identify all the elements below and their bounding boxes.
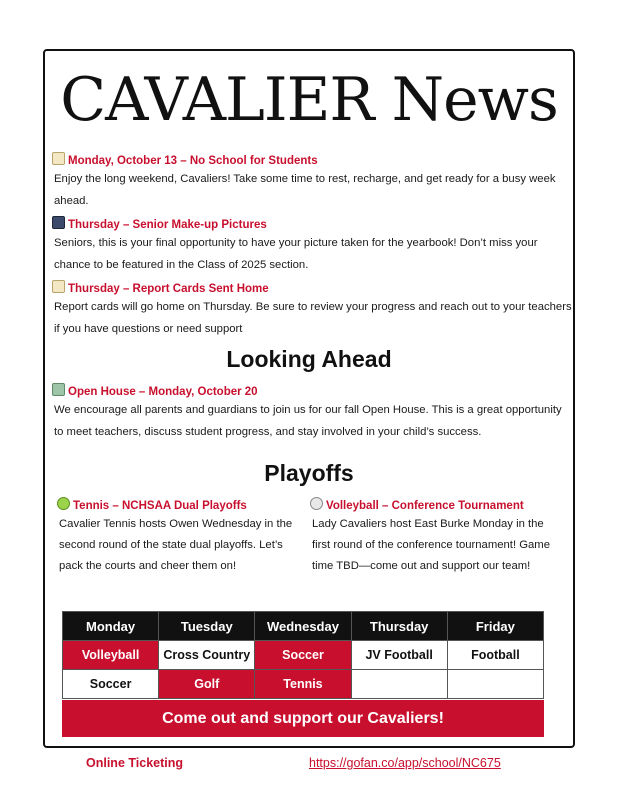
announcement-body: We encourage all parents and guardians to join us for our fall Open House. This is a great opportunity to meet teachers, discuss student progress, and stay involved in your child’s success. [54,404,562,438]
announcement-body: Seniors, this is your final opportunity to have your picture taken for the yearbook! Don’t miss your chance to be featured in the Class of 2025 section. [54,237,538,271]
memo-icon [52,280,65,293]
memo-icon [52,152,65,165]
schedule-cell: Golf [159,670,255,699]
table-row [63,670,544,699]
schedule-header-row [63,612,544,641]
schedule-header-cell: Wednesday [255,612,351,641]
playoff-body: Cavalier Tennis hosts Owen Wednesday in the second round of the state dual playoffs. Let’s pack the courts and cheer them on! [59,518,293,572]
announcement-body: Enjoy the long weekend, Cavaliers! Take some time to rest, recharge, and get ready for a busy week ahead. [54,173,556,207]
schedule-header-cell: Monday [63,612,159,641]
announcement-heading: Monday, October 13 – No School for Students [68,155,318,167]
table-row [63,641,544,670]
tennis-ball-icon [57,497,70,510]
schedule-header-cell: Friday [447,612,543,641]
announcement-open-house [52,383,572,443]
section-title-playoffs: Playoffs [264,460,354,486]
announcement-heading: Thursday – Report Cards Sent Home [68,283,269,295]
schedule-header-cell: Tuesday [159,612,255,641]
section-title-looking-ahead: Looking Ahead [226,346,392,372]
support-banner: Come out and support our Cavaliers! [62,700,544,737]
playoff-heading: Tennis – NCHSAA Dual Playoffs [73,500,247,512]
announcement-heading: Open House – Monday, October 20 [68,386,258,398]
playoff-tennis [57,497,299,577]
announcement-heading: Thursday – Senior Make-up Pictures [68,219,267,231]
masthead-title: CAVALIER News [60,65,558,135]
schedule-cell: Soccer [63,670,159,699]
schedule-cell: Tennis [255,670,351,699]
playoff-heading: Volleyball – Conference Tournament [326,500,524,512]
schedule-cell: Volleyball [63,641,159,670]
camera-icon [52,216,65,229]
announcement-no-school [52,152,572,212]
announcement-report-cards [52,280,572,340]
schedule-cell: Cross Country [159,641,255,670]
schedule-cell: Soccer [255,641,351,670]
playoff-volleyball [310,497,562,577]
schedule-cell: JV Football [351,641,447,670]
volleyball-icon [310,497,323,510]
playoff-body: Lady Cavaliers host East Burke Monday in the first round of the conference tournament! Game time TBD—come out and support our team! [312,518,550,572]
weekly-schedule-table [62,611,544,699]
school-icon [52,383,65,396]
announcement-senior-pictures [52,216,572,276]
ticketing-label: Online Ticketing [86,756,184,770]
schedule-cell: Football [447,641,543,670]
schedule-cell [351,670,447,699]
announcement-body: Report cards will go home on Thursday. Be sure to review your progress and reach out to your teachers if you have questions or need support [54,301,572,335]
schedule-cell [447,670,543,699]
ticketing-link[interactable]: https://gofan.co/app/school/NC675 [309,756,501,770]
schedule-header-cell: Thursday [351,612,447,641]
